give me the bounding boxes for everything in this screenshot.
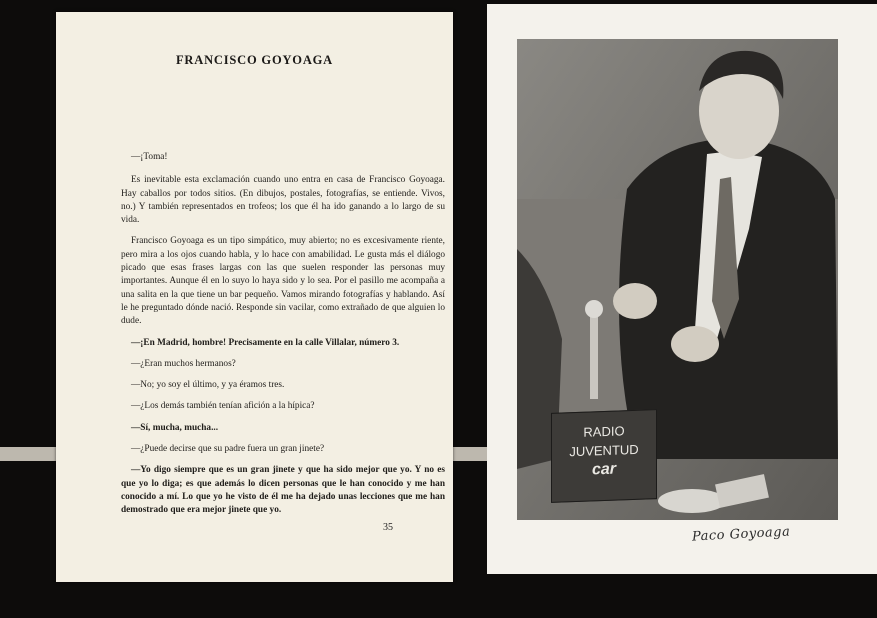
paragraph: —¡En Madrid, hombre! Precisamente en la calle Villalar, número 3.	[131, 337, 400, 348]
paragraph: —¿Los demás también tenían afición a la hípica?	[131, 401, 315, 412]
chapter-title: FRANCISCO GOYOAGA	[175, 53, 333, 67]
paragraph: —¿Eran muchos hermanos?	[131, 358, 236, 369]
paragraph: —¿Puede decirse que su padre fuera un gran jinete?	[131, 444, 325, 455]
paragraph: —Yo digo siempre que es un gran jinete y que ha sido mejor que yo. Y no es que yo lo diga; es que además lo dicen personas que le han conocido y me han conocido a mí. Lo que yo he visto de él me ha dejado unas lecciones que me han demostrado que era mejor jinete que yo.	[121, 465, 445, 516]
signature: Paco Goyoaga	[691, 524, 791, 545]
body-text	[121, 151, 445, 526]
right-page	[487, 4, 877, 574]
radio-sign-line: JUVENTUD	[569, 441, 639, 460]
paragraph: Es inevitable esta exclamación cuando uno entra en casa de Francisco Goyoaga. Hay caballos por todos sitios. (En dibujos, postales, fotografías, se entiende. Vivos, no.) Y también representados en trofeos; los que él ha ido ganando a lo largo de su vida.	[121, 175, 445, 226]
paragraph: —No; yo soy el último, y ya éramos tres.	[131, 380, 285, 391]
left-page	[56, 12, 453, 582]
portrait-photo	[517, 39, 838, 520]
radio-sign	[551, 409, 657, 503]
paragraph: Francisco Goyoaga es un tipo simpático, muy abierto; no es excesivamente riente, pero mira a los ojos cuando habla, y lo hace con amabilidad. Le gusta más el diálogo picado que esas frases largas con las que suelen responder las personas muy importantes. Aunque él en lo suyo lo haya sido y lo sea. Por el pasillo me acompaña a una salita en la que tiene un bar pequeño. Vamos mirando fotografías y hablando. Así le he preguntado dónde nació. Responde sin vacilar, como extrañado de que alguien lo dude.	[121, 236, 445, 327]
radio-sign-logo: car	[591, 460, 617, 479]
page-number: 35	[383, 522, 393, 533]
background-strip	[0, 447, 56, 461]
radio-sign-line: RADIO	[583, 423, 625, 440]
paragraph: —¡Toma!	[131, 152, 168, 162]
paragraph: —Sí, mucha, mucha...	[131, 422, 219, 433]
background-strip	[453, 447, 487, 461]
